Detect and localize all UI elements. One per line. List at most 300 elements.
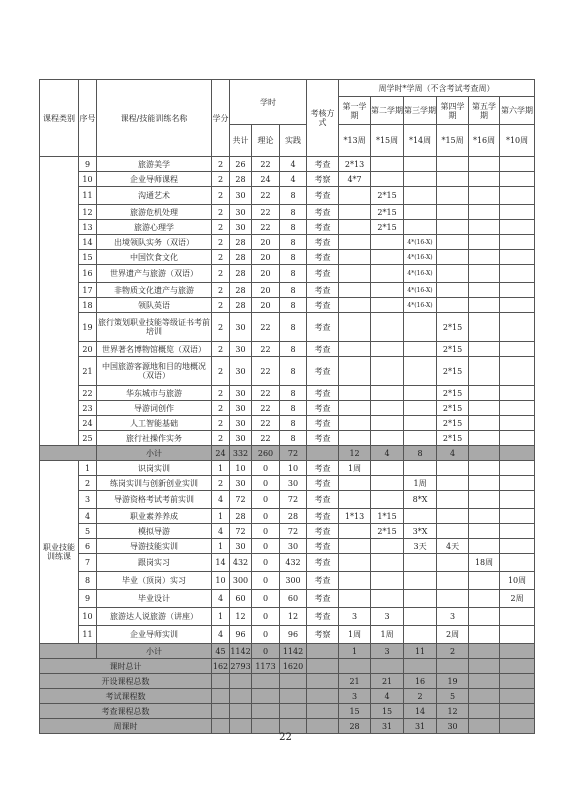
- table-cell: [500, 491, 535, 509]
- subtotal-cell: 1142: [230, 644, 252, 659]
- course-name: 企业导师实训: [97, 626, 212, 644]
- table-cell: 12: [230, 608, 252, 626]
- table-cell: [404, 608, 437, 626]
- table-cell: 8: [280, 250, 307, 265]
- summary-row: [40, 659, 535, 674]
- table-cell: [469, 416, 500, 431]
- page-number: 22: [279, 732, 292, 743]
- summary-cell: [252, 689, 280, 704]
- table-cell: 8: [280, 313, 307, 342]
- table-cell: [469, 401, 500, 416]
- summary-label: 开设课程总数: [40, 674, 212, 689]
- table-cell: [404, 572, 437, 590]
- table-cell: [437, 491, 469, 509]
- table-cell: [500, 416, 535, 431]
- table-cell: [339, 476, 371, 491]
- table-cell: 8: [280, 357, 307, 386]
- summary-cell: [307, 659, 339, 674]
- table-cell: [469, 626, 500, 644]
- table-cell: 2*15: [437, 386, 469, 401]
- table-cell: [339, 572, 371, 590]
- table-cell: 2: [212, 431, 230, 446]
- summary-cell: 5: [437, 689, 469, 704]
- table-cell: 3: [437, 608, 469, 626]
- table-cell: 2: [212, 172, 230, 187]
- summary-cell: [212, 674, 230, 689]
- summary-cell: [252, 674, 280, 689]
- table-cell: [339, 524, 371, 539]
- table-cell: [404, 342, 437, 357]
- table-cell: 25: [79, 431, 97, 446]
- course-table-body: [40, 80, 535, 734]
- table-cell: 考查: [307, 283, 339, 298]
- table-cell: 8: [280, 235, 307, 250]
- table-cell: 考查: [307, 313, 339, 342]
- course-name: 旅游达人说旅游（讲座）: [97, 608, 212, 626]
- subtotal-row: [40, 446, 535, 461]
- table-row: [40, 235, 535, 250]
- table-cell: [371, 298, 404, 313]
- header-name: 课程/技能训练名称: [97, 80, 212, 157]
- table-cell: [469, 205, 500, 220]
- table-cell: 11: [79, 626, 97, 644]
- table-cell: [437, 572, 469, 590]
- table-cell: [339, 554, 371, 572]
- table-cell: [469, 298, 500, 313]
- course-name: 华东城市与旅游: [97, 386, 212, 401]
- table-cell: 72: [230, 491, 252, 509]
- header-weekly-title: 周学时*学周（不含考试考查周）: [339, 80, 535, 97]
- summary-cell: [371, 659, 404, 674]
- summary-cell: [230, 689, 252, 704]
- table-cell: 考查: [307, 157, 339, 172]
- table-cell: 30: [230, 357, 252, 386]
- table-cell: 30: [230, 539, 252, 554]
- subtotal-cell: 12: [339, 446, 371, 461]
- table-cell: 10: [79, 172, 97, 187]
- table-cell: 30: [230, 220, 252, 235]
- table-cell: [500, 509, 535, 524]
- table-cell: [437, 265, 469, 283]
- table-cell: [371, 283, 404, 298]
- subtotal-cell: [307, 446, 339, 461]
- table-cell: [339, 265, 371, 283]
- table-cell: [404, 590, 437, 608]
- header-seq: 序号: [79, 80, 97, 157]
- table-cell: 14: [212, 554, 230, 572]
- subtotal-cell: 0: [252, 644, 280, 659]
- table-cell: [371, 572, 404, 590]
- course-name: 世界著名博物馆概览（双语）: [97, 342, 212, 357]
- table-cell: 1周: [404, 476, 437, 491]
- table-cell: [500, 298, 535, 313]
- subtotal-blank: [40, 644, 97, 659]
- header-theory: 理论: [252, 125, 280, 157]
- table-row: [40, 220, 535, 235]
- summary-cell: [307, 704, 339, 719]
- table-cell: 4*(16-X): [404, 235, 437, 250]
- table-cell: 考查: [307, 416, 339, 431]
- table-cell: 8: [280, 416, 307, 431]
- table-cell: [437, 298, 469, 313]
- summary-cell: [469, 704, 500, 719]
- table-cell: 2: [212, 250, 230, 265]
- summary-cell: 14: [404, 704, 437, 719]
- table-cell: 2: [212, 298, 230, 313]
- table-cell: 22: [252, 157, 280, 172]
- table-cell: [469, 313, 500, 342]
- course-name: 非物质文化遗产与旅游: [97, 283, 212, 298]
- table-cell: [371, 590, 404, 608]
- table-cell: 30: [230, 401, 252, 416]
- header-category: 课程类别: [40, 80, 79, 157]
- table-cell: 20: [79, 342, 97, 357]
- summary-cell: [437, 659, 469, 674]
- table-row: [40, 509, 535, 524]
- table-cell: [469, 172, 500, 187]
- table-row: [40, 461, 535, 476]
- table-row: [40, 539, 535, 554]
- summary-cell: [469, 659, 500, 674]
- table-cell: 8: [280, 386, 307, 401]
- table-cell: [500, 220, 535, 235]
- table-cell: [437, 283, 469, 298]
- header-semester-6: 第六学期: [500, 97, 535, 125]
- table-cell: 9: [79, 590, 97, 608]
- table-cell: 300: [280, 572, 307, 590]
- course-name: 毕业设计: [97, 590, 212, 608]
- table-cell: 1: [212, 539, 230, 554]
- table-cell: [371, 416, 404, 431]
- table-cell: [500, 539, 535, 554]
- table-cell: [500, 313, 535, 342]
- table-cell: [371, 357, 404, 386]
- table-cell: [339, 205, 371, 220]
- table-cell: 22: [252, 401, 280, 416]
- table-cell: 5: [79, 524, 97, 539]
- table-cell: [500, 283, 535, 298]
- table-cell: 30: [230, 187, 252, 205]
- table-cell: [371, 342, 404, 357]
- header-assess: 考核方式: [307, 80, 339, 157]
- table-cell: 4: [79, 509, 97, 524]
- table-cell: 8*X: [404, 491, 437, 509]
- table-cell: [469, 250, 500, 265]
- table-cell: 1周: [371, 626, 404, 644]
- header-practice: 实践: [280, 125, 307, 157]
- table-cell: [437, 220, 469, 235]
- subtotal-cell: [500, 644, 535, 659]
- table-cell: 28: [230, 235, 252, 250]
- table-cell: [500, 265, 535, 283]
- table-cell: [469, 157, 500, 172]
- table-cell: [404, 461, 437, 476]
- table-cell: 考查: [307, 235, 339, 250]
- summary-cell: 21: [339, 674, 371, 689]
- summary-label: 考查课程总数: [40, 704, 212, 719]
- table-cell: 4: [280, 172, 307, 187]
- summary-label: 周课时: [40, 719, 212, 734]
- table-cell: [437, 509, 469, 524]
- table-row: [40, 626, 535, 644]
- table-cell: 考查: [307, 342, 339, 357]
- table-cell: 4天: [437, 539, 469, 554]
- subtotal-cell: 332: [230, 446, 252, 461]
- table-cell: [437, 554, 469, 572]
- table-cell: 4*(16-X): [404, 265, 437, 283]
- summary-cell: [307, 674, 339, 689]
- course-name: 练岗实训与创新创业实训: [97, 476, 212, 491]
- table-cell: 考察: [307, 626, 339, 644]
- subtotal-blank: [40, 446, 97, 461]
- table-cell: 11: [79, 187, 97, 205]
- table-cell: [404, 626, 437, 644]
- subtotal-cell: 45: [212, 644, 230, 659]
- table-cell: [500, 626, 535, 644]
- subtotal-cell: 小计: [97, 644, 212, 659]
- table-cell: 20: [252, 298, 280, 313]
- table-cell: [371, 313, 404, 342]
- table-cell: 20: [252, 235, 280, 250]
- table-cell: 22: [252, 416, 280, 431]
- subtotal-cell: [469, 446, 500, 461]
- table-cell: 96: [280, 626, 307, 644]
- table-cell: [437, 590, 469, 608]
- table-cell: 2*15: [437, 313, 469, 342]
- table-cell: [469, 357, 500, 386]
- table-cell: 考查: [307, 539, 339, 554]
- table-cell: 3: [371, 608, 404, 626]
- table-cell: 0: [252, 461, 280, 476]
- subtotal-cell: 小计: [97, 446, 212, 461]
- table-cell: 72: [280, 524, 307, 539]
- table-cell: [469, 265, 500, 283]
- table-cell: 考查: [307, 491, 339, 509]
- table-cell: 4: [212, 590, 230, 608]
- table-cell: [469, 235, 500, 250]
- summary-row: [40, 704, 535, 719]
- table-cell: 12: [280, 608, 307, 626]
- table-cell: [500, 524, 535, 539]
- table-cell: [500, 554, 535, 572]
- table-cell: 2: [212, 386, 230, 401]
- table-cell: 8: [79, 572, 97, 590]
- header-credit: 学分: [212, 80, 230, 157]
- table-cell: [500, 342, 535, 357]
- subtotal-cell: [469, 644, 500, 659]
- table-cell: [437, 205, 469, 220]
- table-cell: 0: [252, 572, 280, 590]
- course-name: 毕业（顶岗）实习: [97, 572, 212, 590]
- table-cell: [500, 357, 535, 386]
- table-cell: [339, 220, 371, 235]
- table-cell: [469, 509, 500, 524]
- table-cell: 0: [252, 608, 280, 626]
- table-cell: 22: [252, 220, 280, 235]
- table-cell: 考查: [307, 572, 339, 590]
- table-cell: 7: [79, 554, 97, 572]
- course-name: 跟岗实习: [97, 554, 212, 572]
- table-cell: 2: [212, 342, 230, 357]
- table-cell: [437, 187, 469, 205]
- summary-cell: 31: [404, 719, 437, 734]
- table-cell: [500, 401, 535, 416]
- table-cell: 21: [79, 357, 97, 386]
- table-cell: 4*(16-X): [404, 298, 437, 313]
- table-cell: 2: [212, 157, 230, 172]
- table-row: [40, 157, 535, 172]
- course-table: [39, 79, 535, 734]
- header-semester-5: 第五学期: [469, 97, 500, 125]
- course-name: 人工智能基础: [97, 416, 212, 431]
- summary-cell: [469, 689, 500, 704]
- table-cell: 8: [280, 283, 307, 298]
- summary-cell: [252, 704, 280, 719]
- table-row: [40, 491, 535, 509]
- table-cell: 28: [230, 250, 252, 265]
- table-cell: [500, 608, 535, 626]
- table-cell: 22: [252, 342, 280, 357]
- table-row: [40, 187, 535, 205]
- table-cell: [469, 608, 500, 626]
- summary-cell: [230, 704, 252, 719]
- subtotal-cell: 2: [437, 644, 469, 659]
- table-row: [40, 476, 535, 491]
- table-row: [40, 357, 535, 386]
- category-cell: [40, 157, 79, 446]
- table-cell: [500, 157, 535, 172]
- table-cell: 8: [280, 431, 307, 446]
- table-cell: 72: [280, 491, 307, 509]
- subtotal-cell: 1: [339, 644, 371, 659]
- table-row: [40, 283, 535, 298]
- table-cell: 2: [212, 357, 230, 386]
- table-cell: 432: [230, 554, 252, 572]
- summary-cell: [500, 659, 535, 674]
- table-cell: 0: [252, 626, 280, 644]
- course-name: 旅游美学: [97, 157, 212, 172]
- table-cell: [500, 431, 535, 446]
- summary-cell: 21: [371, 674, 404, 689]
- table-cell: [437, 172, 469, 187]
- subtotal-cell: 11: [404, 644, 437, 659]
- table-cell: [404, 157, 437, 172]
- header-weeks-2: *15周: [371, 125, 404, 157]
- summary-cell: 3: [339, 689, 371, 704]
- table-cell: 0: [252, 539, 280, 554]
- table-cell: 考查: [307, 205, 339, 220]
- table-row: [40, 590, 535, 608]
- table-cell: 2周: [500, 590, 535, 608]
- table-cell: 22: [252, 187, 280, 205]
- course-name: 出境领队实务（双语）: [97, 235, 212, 250]
- table-cell: 考查: [307, 187, 339, 205]
- subtotal-cell: 4: [371, 446, 404, 461]
- table-cell: 2*13: [339, 157, 371, 172]
- table-cell: 4*(16-X): [404, 283, 437, 298]
- table-cell: 1*13: [339, 509, 371, 524]
- table-cell: 28: [230, 509, 252, 524]
- summary-cell: 1620: [280, 659, 307, 674]
- summary-cell: [280, 674, 307, 689]
- table-cell: 10: [230, 461, 252, 476]
- table-cell: 考查: [307, 608, 339, 626]
- header-weeks-5: *16周: [469, 125, 500, 157]
- course-name: 识岗实训: [97, 461, 212, 476]
- table-cell: 28: [230, 265, 252, 283]
- table-cell: 2*15: [437, 357, 469, 386]
- table-cell: 4: [212, 491, 230, 509]
- table-row: [40, 265, 535, 283]
- table-cell: 18周: [469, 554, 500, 572]
- summary-cell: [404, 659, 437, 674]
- table-cell: [437, 476, 469, 491]
- table-cell: 考查: [307, 431, 339, 446]
- table-cell: 2: [212, 187, 230, 205]
- table-cell: 0: [252, 476, 280, 491]
- table-cell: 3*X: [404, 524, 437, 539]
- table-cell: [404, 509, 437, 524]
- table-cell: 8: [280, 401, 307, 416]
- table-cell: 2*15: [437, 342, 469, 357]
- header-weeks-4: *15周: [437, 125, 469, 157]
- course-name: 导游资格考试考前实训: [97, 491, 212, 509]
- course-name: 旅行社操作实务: [97, 431, 212, 446]
- course-name: 职业素养养成: [97, 509, 212, 524]
- course-name: 旅游心理学: [97, 220, 212, 235]
- subtotal-cell: 24: [212, 446, 230, 461]
- table-cell: [404, 431, 437, 446]
- table-cell: [500, 250, 535, 265]
- table-cell: 1: [212, 608, 230, 626]
- table-cell: [339, 313, 371, 342]
- table-cell: [469, 476, 500, 491]
- table-cell: [339, 401, 371, 416]
- table-cell: 1: [212, 509, 230, 524]
- summary-cell: [500, 674, 535, 689]
- summary-cell: [230, 674, 252, 689]
- table-cell: [404, 401, 437, 416]
- table-cell: [500, 476, 535, 491]
- table-cell: 17: [79, 283, 97, 298]
- table-cell: 0: [252, 509, 280, 524]
- table-cell: 2: [79, 476, 97, 491]
- table-cell: 22: [252, 431, 280, 446]
- table-cell: 2周: [437, 626, 469, 644]
- table-cell: 4: [280, 157, 307, 172]
- header-semester-2: 第二学期: [371, 97, 404, 125]
- table-cell: 1周: [339, 461, 371, 476]
- table-cell: 9: [79, 157, 97, 172]
- table-row: [40, 313, 535, 342]
- table-cell: 14: [79, 235, 97, 250]
- table-cell: 432: [280, 554, 307, 572]
- table-cell: 2: [212, 401, 230, 416]
- table-cell: 72: [230, 524, 252, 539]
- table-cell: [469, 220, 500, 235]
- table-cell: 30: [230, 416, 252, 431]
- table-cell: 考查: [307, 401, 339, 416]
- table-cell: [339, 357, 371, 386]
- table-cell: [339, 187, 371, 205]
- table-cell: [371, 431, 404, 446]
- table-cell: 2*15: [371, 524, 404, 539]
- table-cell: [404, 313, 437, 342]
- table-cell: 8: [280, 265, 307, 283]
- table-cell: 6: [79, 539, 97, 554]
- table-cell: 2*15: [437, 431, 469, 446]
- course-name: 领队英语: [97, 298, 212, 313]
